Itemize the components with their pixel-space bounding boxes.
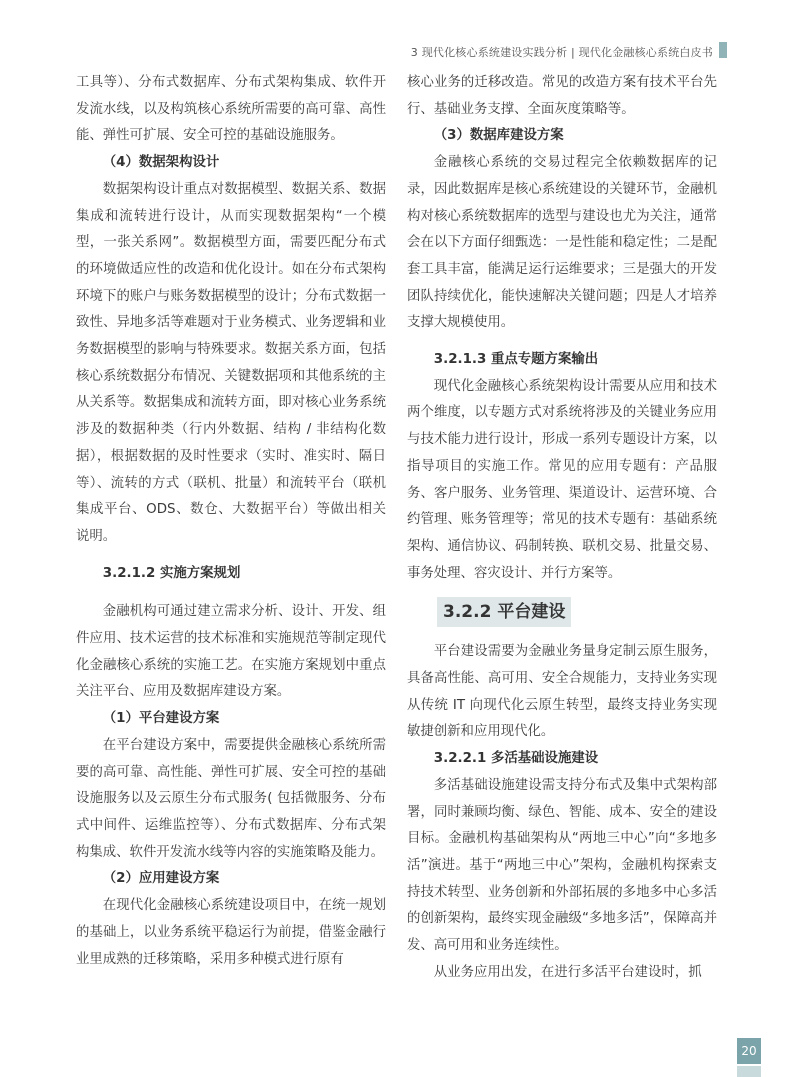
paragraph: 金融机构可通过建立需求分析、设计、开发、组件应用、技术运营的技术标准和实施规范等制定现代化金融核心系统的实施工艺。在实施方案规划中重点关注平台、应用及数据库建设方案。 [76, 604, 386, 700]
subsection-heading: （1）平台建设方案 [102, 711, 220, 727]
section-title: 3.2.2 平台建设 [437, 597, 571, 627]
paragraph: 从业务应用出发，在进行多活平台建设时，抓 [433, 964, 702, 980]
paragraph: 数据架构设计重点对数据模型、数据关系、数据集成和流转进行设计，从而实现数据架构“一个模型，一张关系网”。数据模型方面，需要匹配分布式的环境做适应性的改造和优化设计。如在分布式架构环境下的账户与账务数据模型的设计；分布式数据一致性、异地多活等难题对于业务模式、业务逻辑和业务数据模型的影响与特殊要求。数据关系方面，包括核心系统数据分布情况、关键数据项和其他系统的主从关系等。数据集成和流转方面，即对核心业务系统涉及的数据种类（行内外数据、结构 / 非结构化数据），根据数据的及时性要求（实时、准实时、隔日等）、流转的方式（联机、批量）和流转平台（联机集成平台、ODS、数仓、大数据平台）等做出相关说明。 [76, 181, 386, 544]
section-heading: 3.2.2.1 多活基础设施建设 [433, 751, 599, 767]
page-number-strip [737, 1066, 761, 1077]
subsection-heading: （4）数据架构设计 [102, 155, 220, 171]
subsection-heading: （3）数据库建设方案 [433, 128, 564, 144]
header-accent-bar [719, 42, 727, 58]
paragraph: 在平台建设方案中，需要提供金融核心系统所需要的高可靠、高性能、弹性可扩展、安全可控的基础设施服务以及云原生分布式服务( 包括微服务、分布式中间件、运维监控等）、分布式数据库、分布式架构集成、软件开发流水线等内容的实施策略及能力。 [76, 737, 386, 860]
subsection-heading: （2）应用建设方案 [102, 871, 220, 887]
left-column [76, 70, 386, 973]
paragraph: 多活基础设施建设需支持分布式及集中式架构部署，同时兼顾均衡、绿色、智能、成本、安全的建设目标。金融机构基础架构从“两地三中心”向“多地多活”演进。基于“两地三中心”架构，金融机构探索支持技术转型、业务创新和外部拓展的多地多中心多活的创新架构，最终实现金融级“多地多活”，保障高并发、高可用和业务连续性。 [407, 777, 717, 954]
paragraph: 现代化金融核心系统架构设计需要从应用和技术两个维度，以专题方式对系统将涉及的关键业务应用与技术能力进行设计，形成一系列专题设计方案，以指导项目的实施工作。常见的应用专题有：产品服务、客户服务、业务管理、渠道设计、运营环境、合约管理、账务管理等；常见的技术专题有：基础系统架构、通信协议、码制转换、联机交易、批量交易、事务处理、容灾设计、并行方案等。 [407, 378, 717, 581]
paragraph: 在现代化金融核心系统建设项目中，在统一规划的基础上，以业务系统平稳运行为前提，借鉴金融行业里成熟的迁移策略，采用多种模式进行原有 [76, 898, 386, 967]
section-heading: 3.2.1.3 重点专题方案输出 [433, 352, 599, 368]
paragraph: 金融核心系统的交易过程完全依赖数据库的记录，因此数据库是核心系统建设的关键环节，金融机构对核心系统数据库的选型与建设也尤为关注，通常会在以下方面仔细甄选：一是性能和稳定性；二是配套工具丰富，能满足运行运维要求；三是强大的开发团队持续优化，能快速解决关键问题；四是人才培养支撑大规模使用。 [407, 155, 717, 331]
running-title: 3 现代化核心系统建设实践分析 | 现代化金融核心系统白皮书 [410, 46, 713, 59]
paragraph: 平台建设需要为金融业务量身定制云原生服务，具备高性能、高可用、安全合规能力，支持业务实现从传统 IT 向现代化云原生转型，最终支持业务实现敏捷创新和应用现代化。 [407, 644, 717, 740]
right-column [407, 70, 717, 987]
paragraph: 核心业务的迁移改造。常见的改造方案有技术平台先行、基础业务支撑、全面灰度策略等。 [407, 75, 717, 117]
paragraph: 工具等）、分布式数据库、分布式架构集成、软件开发流水线，以及构筑核心系统所需要的高可靠、高性能、弹性可扩展、安全可控的基础设施服务。 [76, 75, 386, 144]
page-number: 20 [737, 1038, 761, 1064]
running-header [411, 44, 713, 60]
section-heading: 3.2.1.2 实施方案规划 [102, 565, 241, 581]
